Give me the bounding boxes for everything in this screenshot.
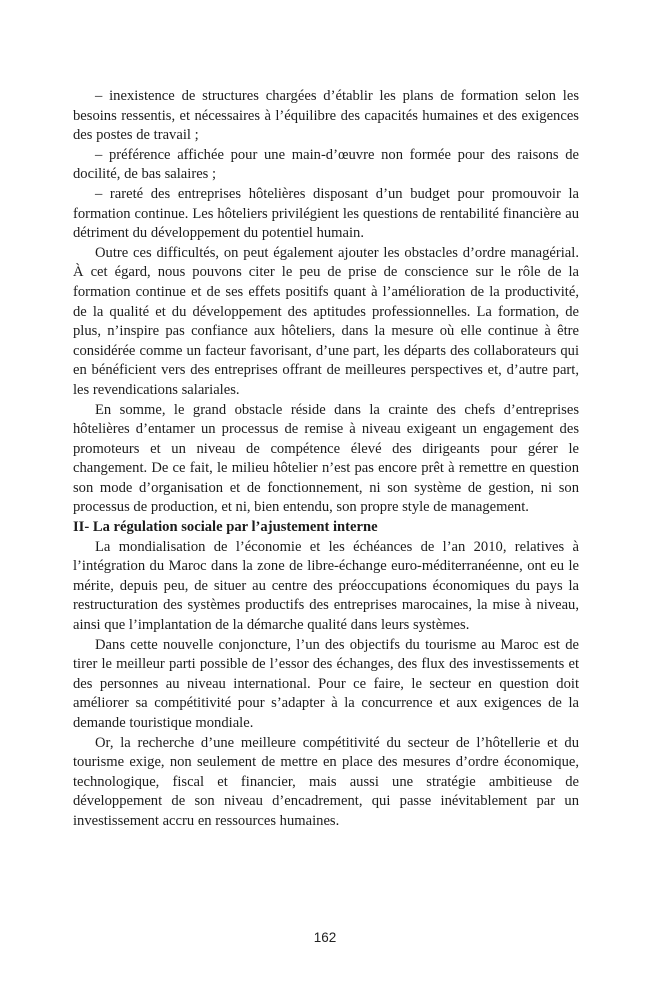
paragraph: – inexistence de structures chargées d’établir les plans de formation selon les besoins ressentis, et nécessaires à l’équilibre des capacités humaines et des exigences des postes de travail ; <box>73 88 579 144</box>
paragraph: Dans cette nouvelle conjoncture, l’un des objectifs du tourisme au Maroc est de tirer le meilleur parti possible de l’essor des échanges, des flux des investissements et des personnes au niveau international. Pour ce faire, le secteur en question doit améliorer sa compétitivité pour s’adapter à la concurrence et aux exigences de la demande touristique mondiale. <box>73 636 579 731</box>
page-number: 162 <box>313 930 337 945</box>
paragraph: En somme, le grand obstacle réside dans la crainte des chefs d’entreprises hôtelières d’entamer un processus de remise à niveau exigeant un engagement des promoteurs et un niveau de compétence élevé des dirigeants pour gérer le changement. De ce fait, le milieu hôtelier n’est pas encore prêt à remettre en question son mode d’organisation et de fonctionnement, ni son système de gestion, ni son processus de production, et ni, bien entendu, son propre style de management. <box>73 401 579 516</box>
paragraph: Outre ces difficultés, on peut également ajouter les obstacles d’ordre managérial. À cet égard, nous pouvons citer le peu de prise de conscience sur le rôle de la formation continue et de ses effets positifs quant à l’amélioration de la productivité, de la qualité et du développement des aptitudes professionnelles. La formation, de plus, n’inspire pas confiance aux hôteliers, dans la mesure où elle continue à être considérée comme un facteur favorisant, d’une part, les départs des collaborateurs qui en bénéficient vers des entreprises offrant de meilleures perspectives et, d’autre part, les revendications salariales. <box>73 244 579 398</box>
page-body <box>73 87 579 832</box>
section-heading: II- La régulation sociale par l’ajustement interne <box>73 519 378 536</box>
paragraph: La mondialisation de l’économie et les échéances de l’an 2010, relatives à l’intégration du Maroc dans la zone de libre-échange euro-méditerranéenne, ont eu le mérite, depuis peu, de situer au centre des préoccupations économiques du pays la restructuration des systèmes productifs des entreprises marocaines, la mise à niveau, ainsi que l’implantation de la démarche qualité dans leurs systèmes. <box>73 538 579 634</box>
paragraph: Or, la recherche d’une meilleure compétitivité du secteur de l’hôtellerie et du tourisme exige, non seulement de mettre en place des mesures d’ordre économique, technologique, fiscal et financier, mais aussi une stratégie ambitieuse de développement de son niveau d’encadrement, qui passe inévitablement par un investissement accru en ressources humaines. <box>73 734 579 829</box>
paragraph: – rareté des entreprises hôtelières disposant d’un budget pour promouvoir la formation continue. Les hôteliers privilégient les questions de rentabilité financière au détriment du développement du potentiel humain. <box>73 185 579 242</box>
paragraph: – préférence affichée pour une main-d’œuvre non formée pour des raisons de docilité, de bas salaires ; <box>73 146 579 183</box>
